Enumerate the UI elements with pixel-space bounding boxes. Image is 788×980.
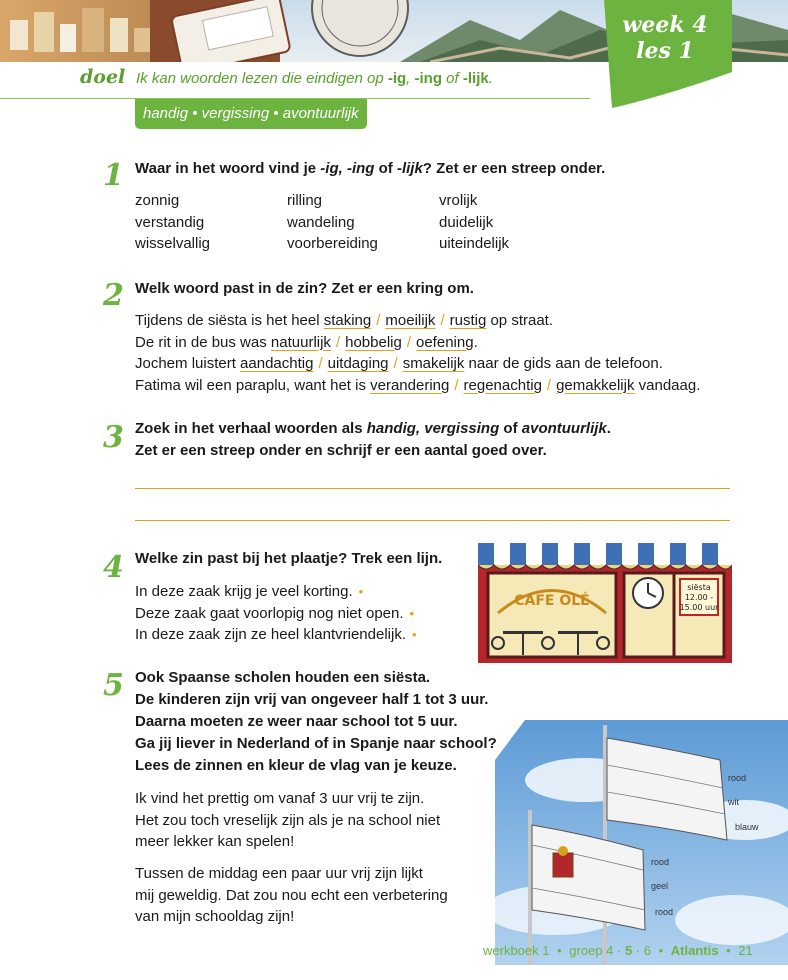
page-footer: werkboek 1 • groep 4 · 5 · 6 • Atlantis • 21 — [483, 943, 753, 958]
exercise-4-instruction: Welke zin past bij het plaatje? Trek een lijn. — [135, 550, 443, 567]
word-option[interactable]: regenachtig — [463, 376, 542, 394]
sentence-option[interactable]: In deze zaak krijg je veel korting. • — [135, 583, 364, 600]
page-number: 21 — [738, 943, 753, 958]
exercise-2-number: 2 — [103, 278, 124, 313]
answer-line-1[interactable] — [135, 488, 730, 489]
word-column-ig — [135, 190, 210, 255]
word-option[interactable]: oefening — [416, 333, 474, 351]
word-item[interactable]: rilling — [287, 192, 323, 209]
flag-nl-label-2: wit — [728, 797, 739, 807]
workbook-label: werkboek 1 — [483, 943, 550, 958]
sentence-row: De rit in de bus was natuurlijk / hobbelig / oefening. — [135, 333, 478, 351]
sentence-row: Jochem luistert aandachtig / uitdaging / smakelijk naar de gids aan de telefoon. — [135, 355, 663, 372]
group-label: groep 4 · 5 · 6 — [569, 943, 651, 958]
sentence-option[interactable]: Deze zaak gaat voorlopig nog niet open. • — [135, 604, 415, 622]
cafe-sign-text: CAFE OLÉ — [514, 593, 590, 609]
word-option[interactable]: natuurlijk — [270, 333, 331, 351]
week-label: week 4 — [622, 12, 708, 38]
sentence-row: Tijdens de siësta is het heel staking / moeilijk / rustig op straat. — [135, 312, 553, 329]
word-option[interactable]: uitdaging — [327, 355, 389, 372]
svg-text:12.00 -: 12.00 - — [684, 593, 714, 602]
series-name: Atlantis — [670, 943, 719, 958]
exercise-5-number: 5 — [103, 668, 124, 703]
flag-es-label-2: geel — [651, 881, 669, 891]
opinion-paragraph-2: Tussen de middag een paar uur vrij zijn lijkt mij geweldig. Dat zou nou echt een verbetering van mijn schooldag zijn! — [135, 865, 448, 925]
word-column-ing — [287, 190, 378, 255]
lesson-label: les 1 — [636, 38, 694, 64]
exercise-3-instruction: Zoek in het verhaal woorden als handig, vergissing of avontuurlijk. Zet er een streep onder en schrijf er een aantal goed over. — [135, 420, 611, 459]
connect-dot[interactable]: • — [411, 627, 417, 642]
connect-dot[interactable]: • — [358, 584, 364, 599]
exercise-1-instruction: Waar in het woord vind je -ig, -ing of -lijk? Zet er een streep onder. — [135, 160, 606, 177]
flags-illustration — [495, 720, 788, 965]
exercise-4-number: 4 — [103, 550, 124, 585]
flag-es-label-1: rood — [651, 857, 670, 867]
week-lesson-tab — [598, 0, 732, 110]
word-option[interactable]: staking — [323, 312, 372, 329]
word-option[interactable]: moeilijk — [385, 312, 436, 329]
word-option[interactable]: verandering — [370, 376, 450, 394]
word-option[interactable]: hobbelig — [345, 333, 402, 351]
word-option[interactable]: gemakkelijk — [556, 376, 635, 394]
sentence-option[interactable]: In deze zaak zijn ze heel klantvriendelijk. • — [135, 626, 417, 643]
word-item[interactable]: duidelijk — [439, 213, 494, 231]
word-option[interactable]: rustig — [449, 312, 487, 329]
sentence-row: Fatima wil een paraplu, want het is verandering / regenachtig / gemakkelijk vandaag. — [135, 376, 701, 394]
goal-examples-box: handig • vergissing • avontuurlijk — [135, 99, 367, 129]
word-item[interactable]: wandeling — [287, 213, 355, 231]
answer-line-2[interactable] — [135, 520, 730, 521]
word-column-lijk — [439, 190, 509, 255]
flag-nl-label-1: rood — [728, 773, 747, 783]
goal-text: Ik kan woorden lezen die eindigen op -ig, -ing of -lijk. — [136, 70, 493, 87]
exercise-4-sentences — [135, 581, 417, 646]
exercise-3-number: 3 — [103, 420, 124, 455]
exercise-1-number: 1 — [103, 158, 124, 193]
exercise-2-instruction: Welk woord past in de zin? Zet er een kring om. — [135, 280, 474, 297]
word-item[interactable]: vrolijk — [439, 192, 478, 209]
spanish-coat-of-arms-icon — [553, 853, 573, 877]
word-item[interactable]: uiteindelijk — [439, 235, 510, 252]
svg-text:15.00 uur: 15.00 uur — [679, 603, 719, 612]
word-item[interactable]: verstandig — [135, 213, 205, 231]
word-option[interactable]: smakelijk — [402, 355, 465, 372]
exercise-5-instruction: Ook Spaanse scholen houden een siësta. De kinderen zijn vrij van ongeveer half 1 tot 3 uur. Daarna moeten ze weer naar school tot 5 uur. Ga jij liever in Nederland of in Spanje naar school? Lees de zinnen en kleur de vlag van je keuze. — [135, 669, 497, 774]
svg-text:siësta: siësta — [687, 583, 711, 592]
flag-nl-label-3: blauw — [735, 822, 759, 832]
word-item[interactable]: voorbereiding — [287, 235, 378, 252]
opinion-paragraph-1: Ik vind het prettig om vanaf 3 uur vrij te zijn. Het zou toch vreselijk zijn als je na school niet meer lekker kan spelen! — [135, 790, 441, 850]
goal-label: doel — [80, 66, 126, 88]
flag-es-label-3: rood — [655, 907, 674, 917]
exercise-2-sentences — [135, 310, 700, 396]
word-item[interactable]: wisselvallig — [135, 235, 211, 252]
word-option[interactable]: aandachtig — [240, 355, 314, 372]
cafe-illustration — [478, 543, 732, 663]
connect-dot[interactable]: • — [409, 605, 415, 621]
word-item[interactable]: zonnig — [135, 192, 180, 209]
